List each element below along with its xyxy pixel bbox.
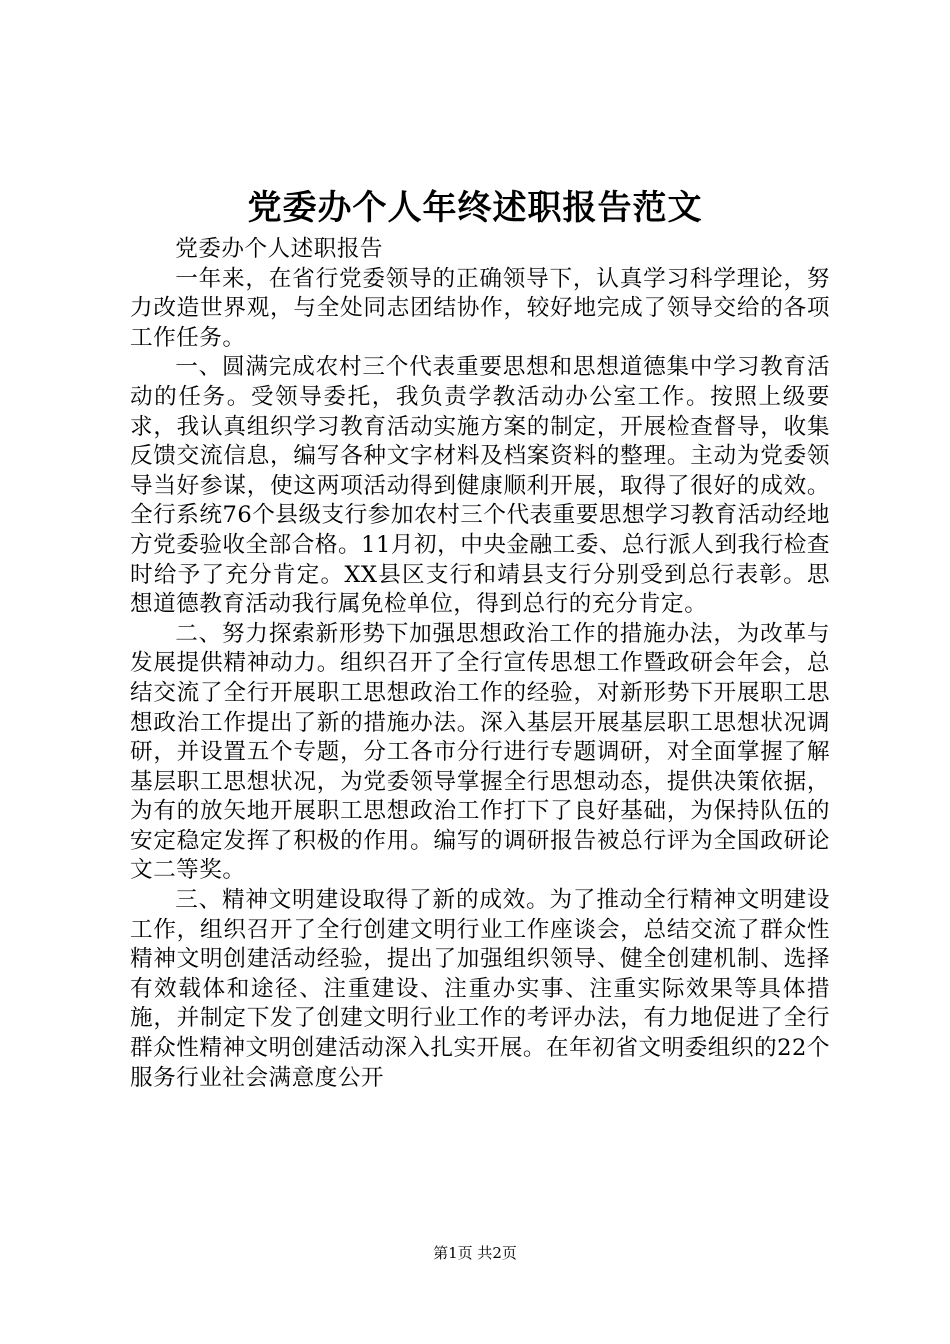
paragraph-heading: 党委办个人述职报告 [175,236,384,262]
paragraph-intro: 一年来，在省行党委领导的正确领导下，认真学习科学理论，努力改造世界观，与全处同志团结协作，较好地完成了领导交给的各项工作任务。 [130,265,830,351]
paragraph-section-3: 三、精神文明建设取得了新的成效。为了推动全行精神文明建设工作，组织召开了全行创建文明行业工作座谈会，总结交流了群众性精神文明创建活动经验，提出了加强组织领导、健全创建机制、选择有效载体和途径、注重建设、注重办实事、注重实际效果等具体措施，并制定下发了创建文明行业工作的考评办法，有力地促进了全行群众性精神文明创建活动深入扎实开展。在年初省文明委组织的22个服务行业社会满意度公开 [130,887,830,1091]
paragraph-section-2: 二、努力探索新形势下加强思想政治工作的措施办法，为改革与发展提供精神动力。组织召开了全行宣传思想工作暨政研会年会，总结交流了全行开展职工思想政治工作的经验，对新形势下开展职工思想政治工作提出了新的措施办法。深入基层开展基层职工思想状况调研，并设置五个专题，分工各市分行进行专题调研，对全面掌握了解基层职工思想状况，为党委领导掌握全行思想动态，提供决策依据，为有的放矢地开展职工思想政治工作打下了良好基础，为保持队伍的安定稳定发挥了积极的作用。编写的调研报告被总行评为全国政研论文二等奖。 [130,620,830,884]
document-body [130,235,830,1093]
document-title: 党委办个人年终述职报告范文 [247,188,703,228]
paragraph-section-1: 一、圆满完成农村三个代表重要思想和思想道德集中学习教育活动的任务。受领导委托，我负责学教活动办公室工作。按照上级要求，我认真组织学习教育活动实施方案的制定，开展检查督导，收集反馈交流信息，编写各种文字材料及档案资料的整理。主动为党委领导当好参谋，使这两项活动得到健康顺利开展，取得了很好的成效。全行系统76个县级支行参加农村三个代表重要思想学习教育活动经地方党委验收全部合格。11月初，中央金融工委、总行派人到我行检查时给予了充分肯定。XX县区支行和靖县支行分别受到总行表彰。思想道德教育活动我行属免检单位，得到总行的充分肯定。 [130,354,830,618]
page-number-footer: 第1页 共2页 [433,1244,517,1262]
